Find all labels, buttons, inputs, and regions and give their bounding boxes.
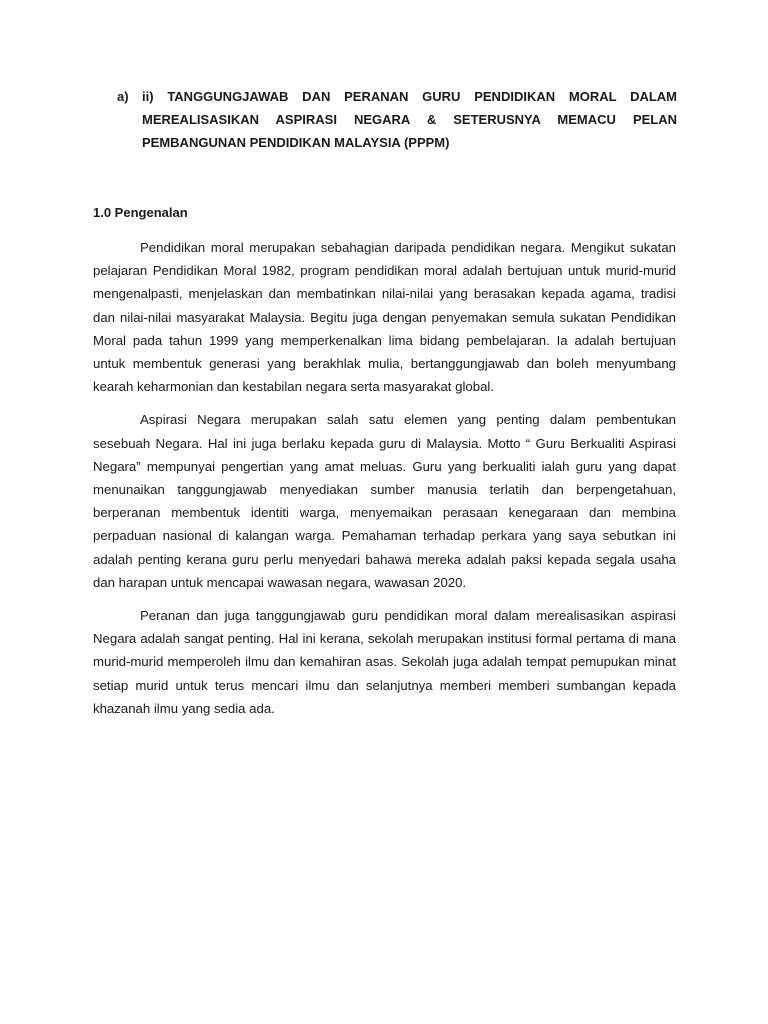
document-heading — [117, 85, 677, 154]
heading-list-marker: a) — [117, 89, 129, 104]
section-title: 1.0 Pengenalan — [93, 205, 188, 220]
paragraph: Peranan dan juga tanggungjawab guru pendidikan moral dalam merealisasikan aspirasi Negara adalah sangat penting. Hal ini kerana, sekolah merupakan institusi formal pertama di mana murid-murid memperoleh ilmu dan kemahiran asas. Sekolah juga adalah tempat pemupukan minat setiap murid untuk terus mencari ilmu dan selanjutnya memberi memberi sumbangan kepada khazanah ilmu yang sedia ada. — [93, 608, 676, 716]
heading-text: ii) TANGGUNGJAWAB DAN PERANAN GURU PENDIDIKAN MORAL DALAM MEREALISASIKAN ASPIRASI NEGARA & SETERUSNYA MEMACU PELAN PEMBANGUNAN PENDIDIKAN MALAYSIA (PPPM) — [142, 89, 677, 150]
paragraph: Pendidikan moral merupakan sebahagian daripada pendidikan negara. Mengikut sukatan pelajaran Pendidikan Moral 1982, program pendidikan moral adalah bertujuan untuk murid-murid mengenalpasti, menjelaskan dan membatinkan nilai-nilai yang berasakan kepada agama, tradisi dan nilai-nilai masyarakat Malaysia. Begitu juga dengan penyemakan semula sukatan Pendidikan Moral pada tahun 1999 yang memperkenalkan lima bidang pembelajaran. Ia adalah bertujuan untuk membentuk generasi yang berakhlak mulia, bertanggungjawab dan boleh menyumbang kearah keharmonian dan kestabilan negara serta masyarakat global. — [93, 240, 676, 395]
paragraph: Aspirasi Negara merupakan salah satu elemen yang penting dalam pembentukan sesebuah Negara. Hal ini juga berlaku kepada guru di Malaysia. Motto “ Guru Berkualiti Aspirasi Negara” mempunyai pengertian yang amat meluas. Guru yang berkualiti ialah guru yang dapat menunaikan tanggungjawab menyediakan sumber manusia terlatih dan berpengetahuan, berperanan membentuk identiti warga, menyemaikan perasaan kenegaraan dan membina perpaduan nasional di kalangan warga. Pemahaman terhadap perkara yang saya sebutkan ini adalah penting kerana guru perlu menyedari bahawa mereka adalah paksi kepada segala usaha dan harapan untuk mencapai wawasan negara, wawasan 2020. — [93, 412, 676, 590]
section-body — [93, 236, 676, 730]
